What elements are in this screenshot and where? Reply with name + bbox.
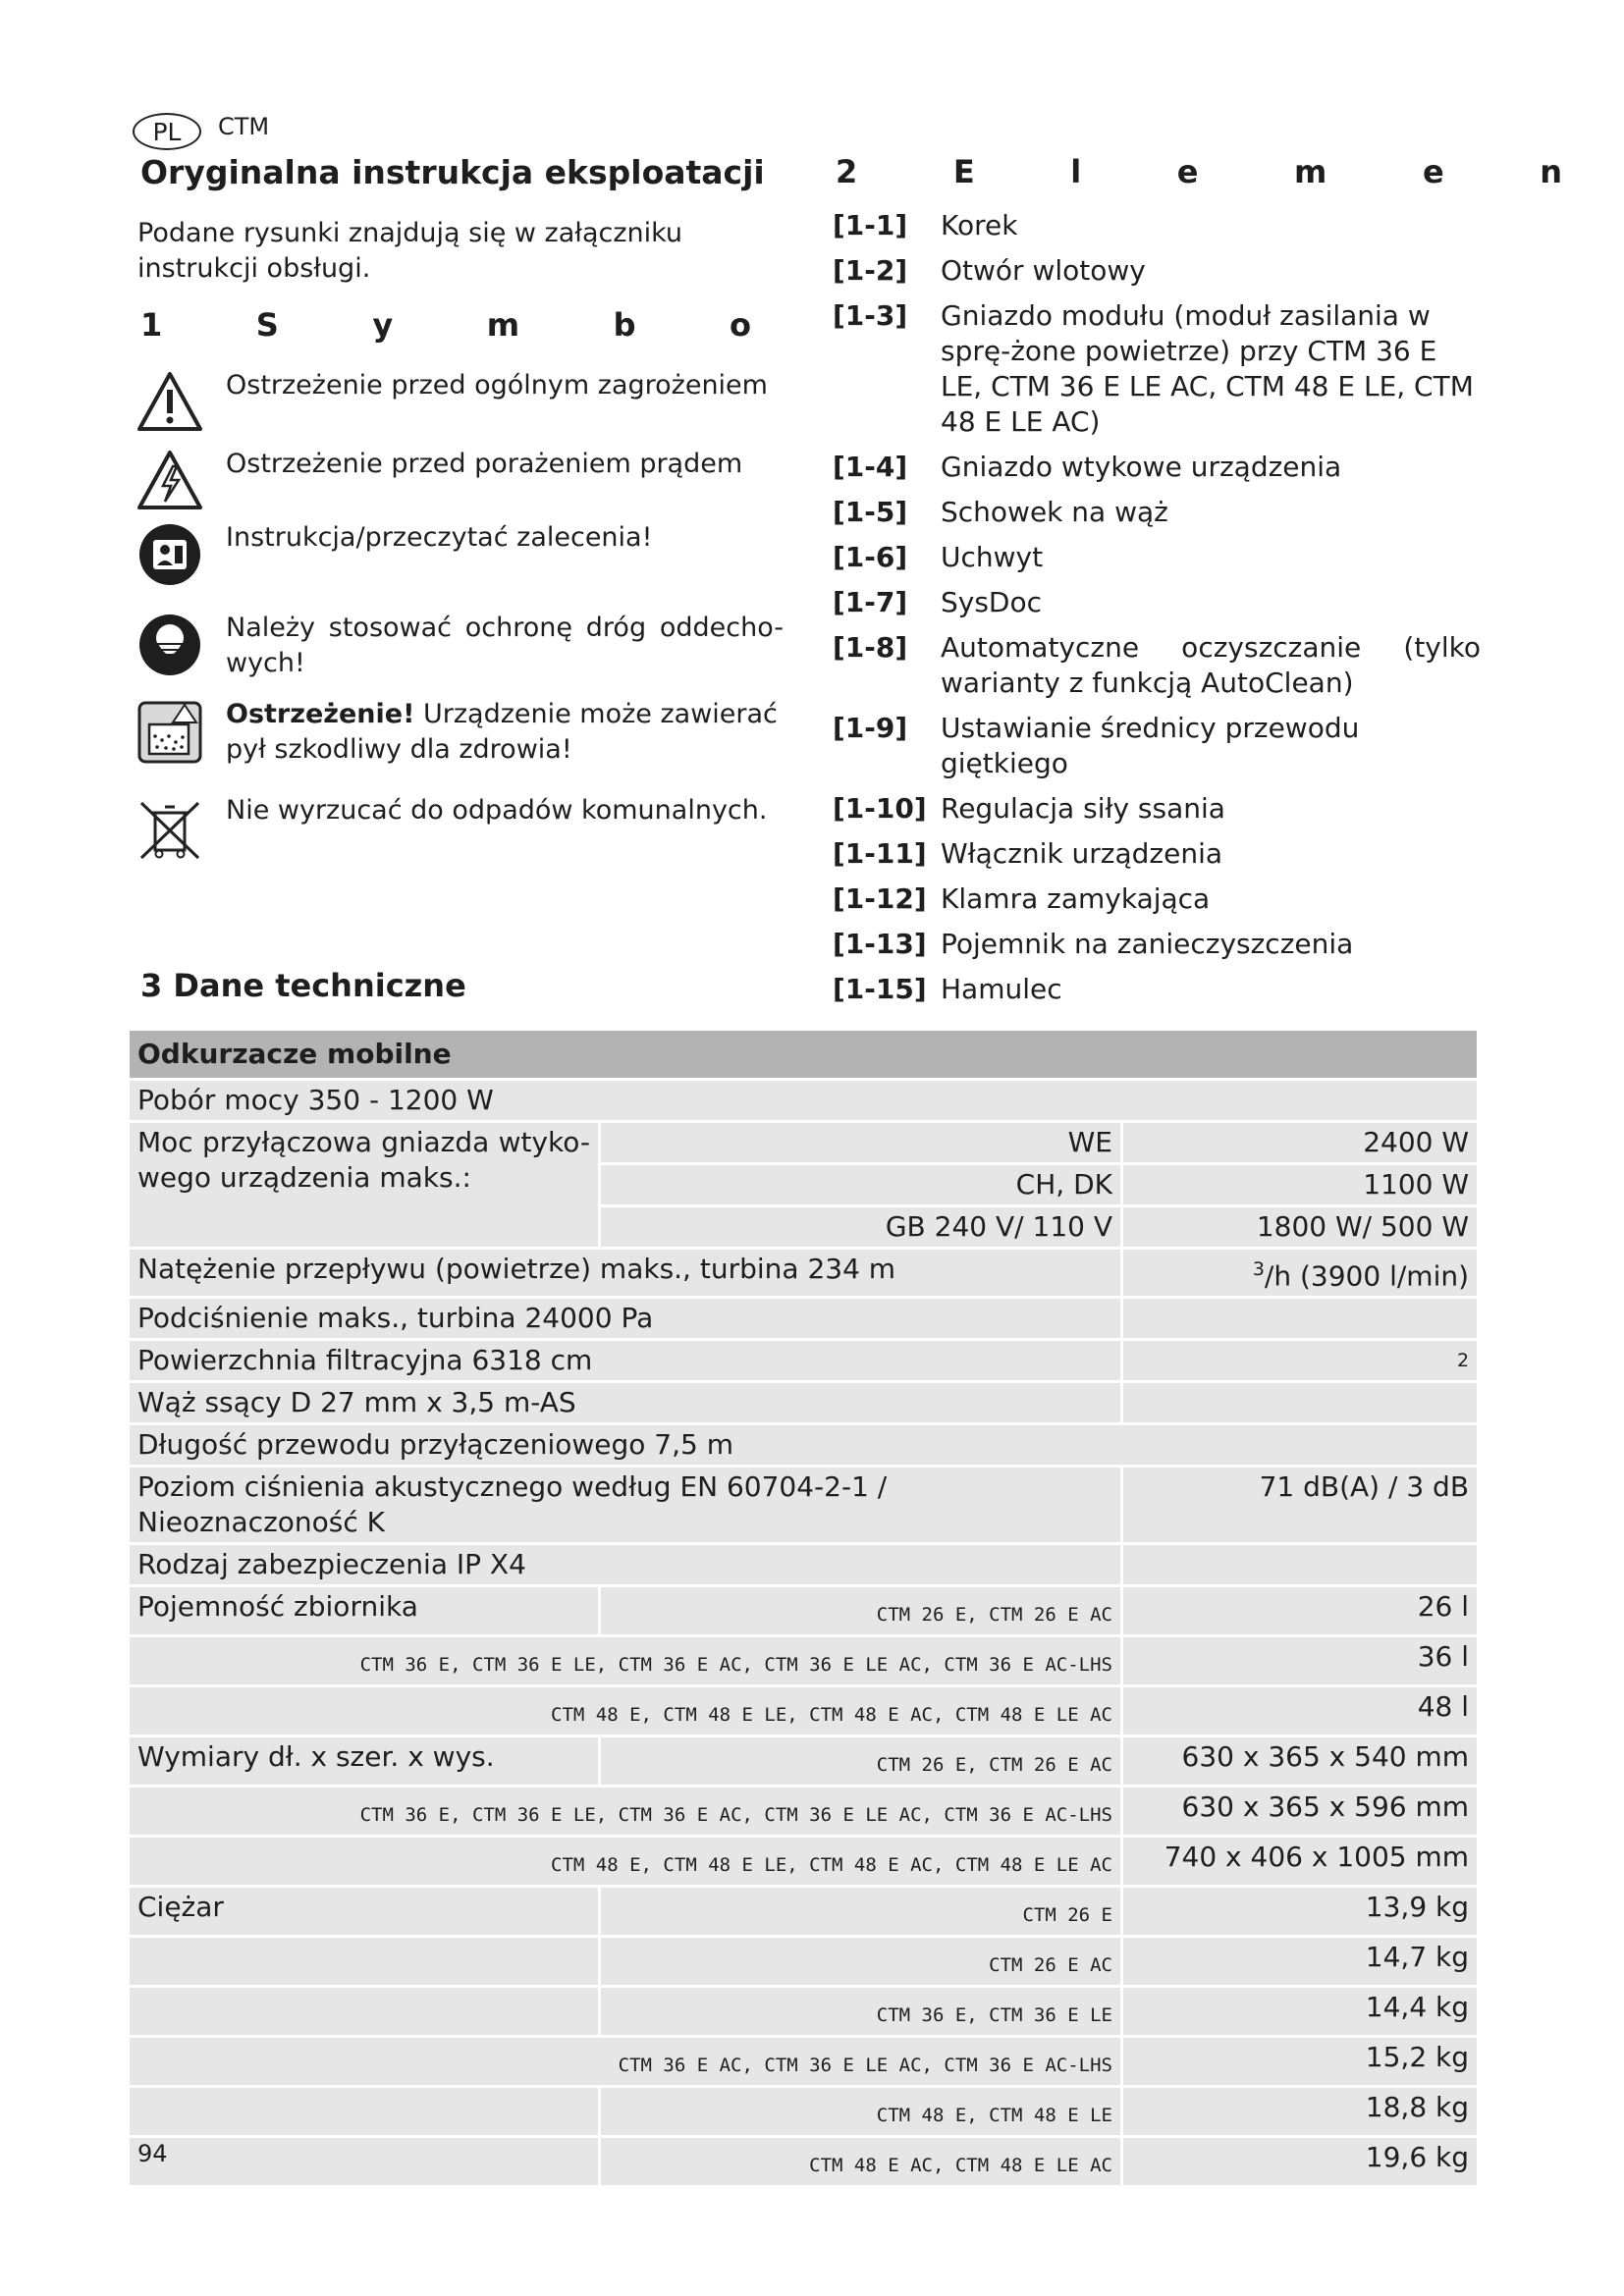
read-manual-icon (135, 520, 204, 589)
list-item: [1-8] Automatyczne oczyszczanie (tylko warianty z funkcją AutoClean) (833, 631, 1481, 699)
table-row: Wąż ssący D 27 mm x 3,5 m-AS (130, 1383, 1477, 1422)
table-row: Podciśnienie maks., turbina 24000 Pa (130, 1299, 1477, 1338)
symbol-row: Ostrzeżenie przed porażeniem prądem (135, 447, 784, 515)
table-row: Wymiary dł. x szer. x wys. CTM 26 E, CTM 26 E AC 630 x 365 x 540 mm (130, 1737, 1477, 1785)
symbol-row: Instrukcja/przeczytać zalecenia! (135, 520, 784, 589)
symbol-row: Należy stosować ochronę dróg oddecho-wych! (135, 611, 784, 681)
table-row: Pobór mocy 350 - 1200 W (130, 1081, 1477, 1120)
harmful-dust-text: Ostrzeżenie! Urządzenie może zawierać pył szkodliwy dla zdrowia! (226, 699, 778, 765)
list-item: [1-4] Gniazdo wtykowe urządzenia (833, 451, 1342, 483)
harmful-dust-icon (135, 697, 204, 766)
list-item: [1-1] Korek (833, 209, 1018, 241)
symbol-row: Ostrzeżenie przed ogólnym zagrożeniem (135, 368, 784, 437)
table-row: CTM 48 E AC, CTM 48 E LE AC 19,6 kg (130, 2138, 1477, 2185)
table-row: CTM 36 E, CTM 36 E LE, CTM 36 E AC, CTM 36 E LE AC, CTM 36 E AC-LHS 36 l (130, 1637, 1477, 1684)
symbol-row (135, 697, 784, 768)
electric-warning-icon (135, 447, 204, 515)
list-item: [1-7] SysDoc (833, 586, 1043, 618)
tech-data-heading: 3 Dane techniczne (140, 967, 466, 1004)
list-item: [1-13] Pojemnik na zanieczyszczenia (833, 928, 1354, 960)
table-row: Moc przyłączowa gniazda wtyko-wego urządzenia maks.: WE 2400 W (130, 1123, 1477, 1162)
elements-heading: 2 E l e m e n (836, 153, 1562, 190)
list-item: [1-5] Schowek na wąż (833, 496, 1168, 528)
list-item: [1-2] Otwór wlotowy (833, 254, 1146, 287)
elements-list (833, 208, 1481, 1017)
table-row: Pojemność zbiornika CTM 26 E, CTM 26 E AC 26 l (130, 1587, 1477, 1634)
table-row: CTM 48 E, CTM 48 E LE, CTM 48 E AC, CTM 48 E LE AC 48 l (130, 1687, 1477, 1735)
intro-text: Podane rysunki znajdują się w załączniku instrukcji obsługi. (137, 218, 683, 284)
list-item: [1-9] Ustawianie średnicy przewodu giętkiego (833, 712, 1360, 779)
symbols-heading: 1 S y m b o (140, 306, 751, 344)
table-row: CTM 48 E, CTM 48 E LE 18,8 kg (130, 2088, 1477, 2135)
respirator-icon (135, 611, 204, 679)
header-product: CTM (218, 113, 270, 140)
table-row: CTM 36 E, CTM 36 E LE, CTM 36 E AC, CTM 36 E LE AC, CTM 36 E AC-LHS 630 x 365 x 596 mm (130, 1788, 1477, 1835)
no-household-waste-icon (135, 793, 204, 862)
symbol-row: Nie wyrzucać do odpadów komunalnych. (135, 793, 784, 862)
list-item: [1-6] Uchwyt (833, 541, 1044, 573)
list-item: [1-10] Regulacja siły ssania (833, 792, 1225, 825)
table-row: CTM 26 E AC 14,7 kg (130, 1938, 1477, 1985)
table-row: CTM 48 E, CTM 48 E LE, CTM 48 E AC, CTM 48 E LE AC 740 x 406 x 1005 mm (130, 1838, 1477, 1885)
warning-icon (135, 368, 204, 437)
tech-data-table (130, 1028, 1477, 2188)
page-title: Oryginalna instrukcja eksploatacji (140, 153, 765, 191)
table-row: CTM 36 E, CTM 36 E LE 14,4 kg (130, 1988, 1477, 2035)
table-row: Natężenie przepływu (powietrze) maks., turbina 234 m $^3$/h (3900 l/min) (130, 1250, 1477, 1296)
list-item: [1-11] Włącznik urządzenia (833, 837, 1223, 870)
table-row: CH, DK 1100 W (130, 1165, 1477, 1204)
table-row: Rodzaj zabezpieczenia IP X4 (130, 1545, 1477, 1584)
table-row: Powierzchnia filtracyjna 6318 cm $^2$ (130, 1341, 1477, 1380)
page-number: 94 (137, 2140, 168, 2167)
table-row: GB 240 V/ 110 V 1800 W/ 500 W (130, 1207, 1477, 1247)
table-row: Odkurzacze mobilne (130, 1031, 1477, 1078)
table-row: Poziom ciśnienia akustycznego według EN 60704-2-1 / Nieoznaczoność K 71 dB(A) / 3 dB (130, 1468, 1477, 1542)
language-badge: PL (133, 113, 201, 150)
list-item: [1-12] Klamra zamykająca (833, 882, 1211, 915)
table-row: Ciężar CTM 26 E 13,9 kg (130, 1888, 1477, 1935)
table-row: CTM 36 E AC, CTM 36 E LE AC, CTM 36 E AC-LHS 15,2 kg (130, 2038, 1477, 2085)
list-item: [1-3] Gniazdo modułu (moduł zasilania w sprę-żone powietrze) przy CTM 36 E LE, CTM 36 E LE AC, CTM 48 E LE, CTM 48 E LE AC) (833, 299, 1474, 438)
table-row: Długość przewodu przyłączeniowego 7,5 m (130, 1425, 1477, 1465)
list-item: [1-15] Hamulec (833, 973, 1062, 1005)
